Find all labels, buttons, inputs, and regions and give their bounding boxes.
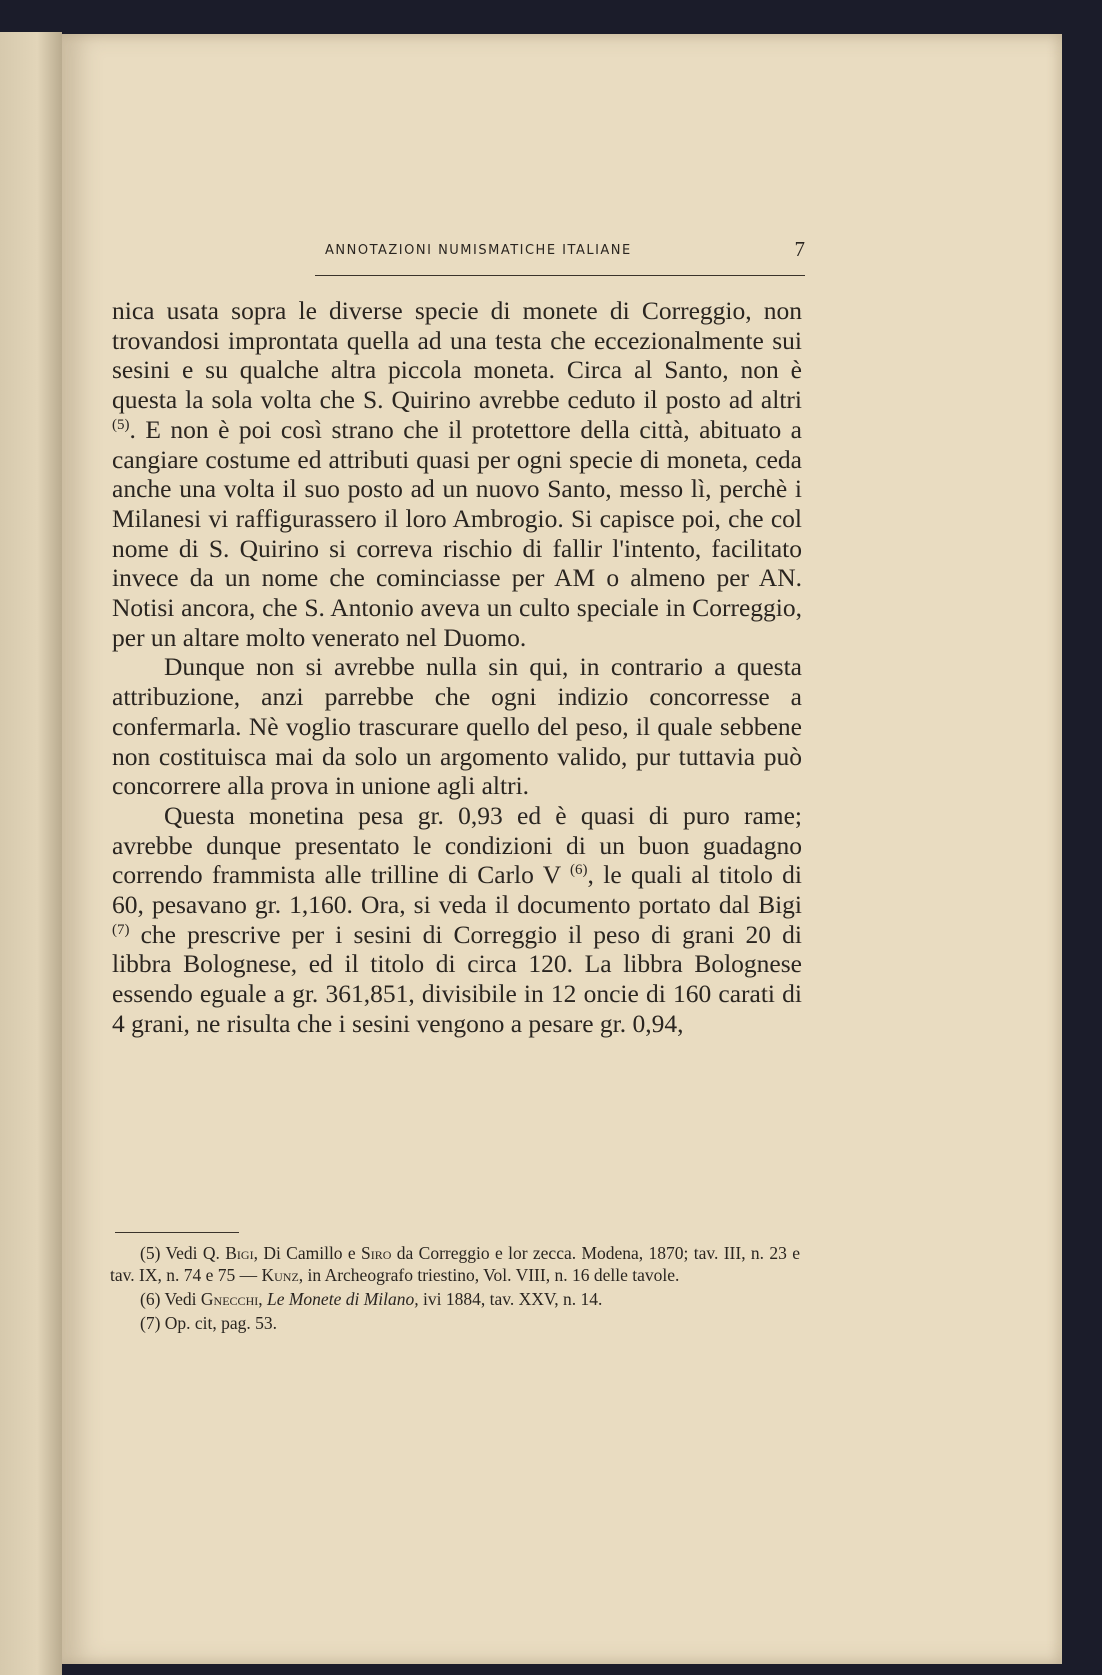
- paragraph-1: nica usata sopra le diverse specie di monete di Correggio, non trovandosi improntata quella ad una testa che eccezionalmente sui sesini e su qualche altra piccola moneta. Circa al Santo, non è questa la sola volta che S. Quirino avrebbe ceduto il posto ad altri $^{(5)}$. E non è poi così strano che il protettore della città, abituato a cangiare costume ed attributi quasi per ogni specie di moneta, ceda anche una volta il suo posto ad un nuovo Santo, messo lì, perchè i Milanesi vi raffigurassero il loro Ambrogio. Si capisce poi, che col nome di S. Quirino si correva rischio di fallir l'intento, facilitato invece da un nome che cominciasse per AM o almeno per AN. Notisi ancora, che S. Antonio aveva un culto speciale in Correggio, per un altare molto venerato nel Duomo.: [112, 296, 802, 652]
- facing-page-edge: [0, 32, 62, 1675]
- footnote-5: (5) Vedi Q. Bigi, Di Camillo e Siro da Correggio e lor zecca. Modena, 1870; tav. III, n. 23 e tav. IX, n. 74 e 75 — Kunz, in Archeografo triestino, Vol. VIII, n. 16 delle tavole.: [110, 1243, 801, 1285]
- footnote-rule: [115, 1232, 239, 1233]
- header-rule: [315, 275, 805, 276]
- footnote-ref-6: (6): [570, 862, 588, 879]
- footnote-ref-7: (7): [112, 921, 130, 938]
- paragraph-3: Questa monetina pesa gr. 0,93 ed è quasi di puro rame; avrebbe dunque presentato le condizioni di un buon guadagno correndo frammista alle trilline di Carlo V $^{(6)}$, le quali al titolo di 60, pesavano gr. 1,160. Ora, si veda il documento portato dal Bigi $^{(7)}$ che prescrive per i sesini di Correggio il peso di grani 20 di libbra Bolognese, ed il titolo di circa 120. La libbra Bolognese essendo eguale a gr. 361,851, divisibile in 12 oncie di 160 carati di 4 grani, ne risulta che i sesini vengono a pesare gr. 0,94,: [112, 800, 803, 1038]
- footnote-ref-5: (5): [112, 416, 130, 433]
- page-header: [115, 207, 805, 261]
- footnotes: [110, 1242, 800, 1336]
- running-head: ANNOTAZIONI NUMISMATICHE ITALIANE: [325, 243, 632, 258]
- paragraph-2: Dunque non si avrebbe nulla sin qui, in contrario a questa attribuzione, anzi parrebbe che ogni indizio concorresse a confermarla. Nè voglio trascurare quello del peso, il quale sebbene non costituisca mai da solo un argomento valido, pur tuttavia può concorrere alla prova in unione agli altri.: [112, 652, 802, 801]
- page-number: 7: [794, 237, 805, 261]
- footnote-6: (6) Vedi Gnecchi, Le Monete di Milano, ivi 1884, tav. XXV, n. 14.: [140, 1289, 603, 1309]
- footnote-7: (7) Op. cit, pag. 53.: [140, 1313, 278, 1333]
- body-text: [112, 296, 802, 1039]
